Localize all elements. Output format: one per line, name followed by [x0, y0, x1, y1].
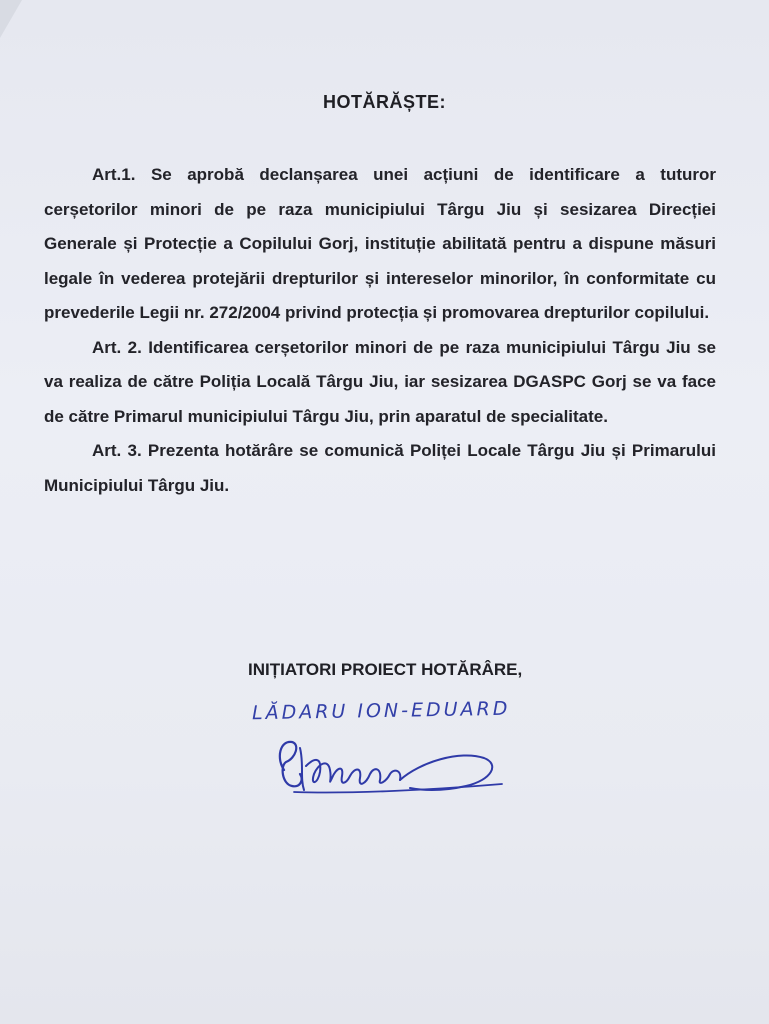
article-3: Art. 3. Prezenta hotărâre se comunică Poliței Locale Târgu Jiu și Primarului Municipiului Târgu Jiu.: [44, 441, 716, 495]
article-2: Art. 2. Identificarea cerșetorilor minori de pe raza municipiului Târgu Jiu se va realiza de către Poliția Locală Târgu Jiu, iar sesizarea DGASPC Gorj se va face de către Primarul municipiului Târgu Jiu, prin aparatul de specialitate.: [44, 337, 716, 426]
handwritten-signature: [270, 728, 510, 808]
document-heading: HOTĂRĂȘTE:: [323, 92, 446, 112]
signers-label: INIȚIATORI PROIECT HOTĂRÂRE,: [248, 660, 523, 679]
article-1: Art.1. Se aprobă declanșarea unei acțiuni de identificare a tuturor cerșetorilor minori de pe raza municipiului Târgu Jiu și sesizarea Direcției Generale și Protecție a Copilului Gorj, instituție abilitată pentru a dispune măsuri legale în vederea protejării drepturilor și intereselor minorilor, în conformitate cu prevederile Legii nr. 272/2004 privind protecția și promovarea drepturilor copilului.: [44, 165, 716, 322]
page-corner-fold: [0, 0, 22, 38]
handwritten-signer-name: LĂDARU ION-EDUARD: [251, 697, 511, 725]
document-body: [44, 158, 716, 503]
